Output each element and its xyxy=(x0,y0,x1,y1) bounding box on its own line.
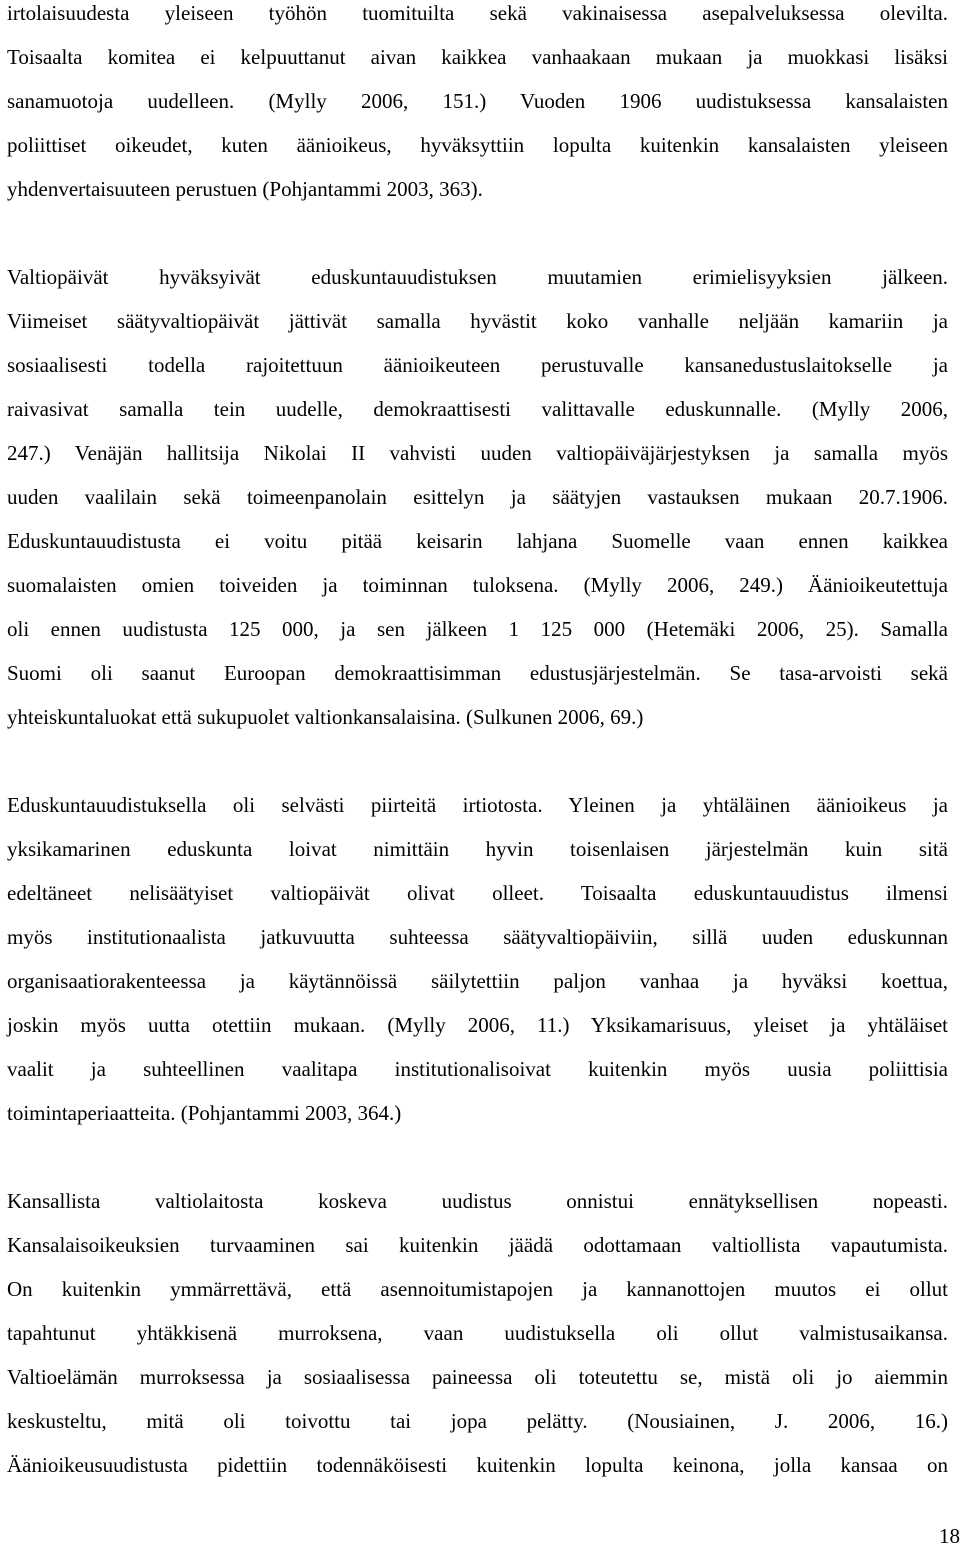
text-line: Kansallista valtiolaitosta koskeva uudistus onnistui ennätyksellisen nopeasti. xyxy=(7,1189,948,1213)
text-line: yhteiskuntaluokat että sukupuolet valtionkansalaisina. (Sulkunen 2006, 69.) xyxy=(7,705,644,729)
text-line: sosiaalisesti todella rajoitettuun äänioikeuteen perustuvalle kansanedustuslaitokselle ja xyxy=(7,353,948,377)
page-number: 18 xyxy=(939,1524,960,1548)
text-line: Valtiopäivät hyväksyivät eduskuntauudistuksen muutamien erimielisyyksien jälkeen. xyxy=(7,265,948,289)
text-line: Viimeiset säätyvaltiopäivät jättivät samalla hyvästit koko vanhalle neljään kamariin ja xyxy=(7,309,948,333)
text-line: irtolaisuudesta yleiseen työhön tuomituilta sekä vakinaisessa asepalveluksessa olevilta. xyxy=(7,1,948,25)
text-line: oli ennen uudistusta 125 000, ja sen jälkeen 1 125 000 (Hetemäki 2006, 25). Samalla xyxy=(7,617,948,641)
text-line: raivasivat samalla tein uudelle, demokraattisesti valittavalle eduskunnalle. (Mylly 2006, xyxy=(7,397,948,421)
text-line: uuden vaalilain sekä toimeenpanolain esittelyn ja säätyjen vastauksen mukaan 20.7.1906. xyxy=(7,485,948,509)
text-line: suomalaisten omien toiveiden ja toiminnan tuloksena. (Mylly 2006, 249.) Äänioikeutettuja xyxy=(7,573,948,597)
text-line: edeltäneet nelisäätyiset valtiopäivät olivat olleet. Toisaalta eduskuntauudistus ilmensi xyxy=(7,881,948,905)
text-line: Eduskuntauudistusta ei voitu pitää keisarin lahjana Suomelle vaan ennen kaikkea xyxy=(7,529,948,553)
text-line: Toisaalta komitea ei kelpuuttanut aivan kaikkea vanhaakaan mukaan ja muokkasi lisäksi xyxy=(7,45,948,69)
text-line: toimintaperiaatteita. (Pohjantammi 2003, 364.) xyxy=(7,1101,402,1125)
text-line: Suomi oli saanut Euroopan demokraattisimman edustusjärjestelmän. Se tasa-arvoisti sekä xyxy=(7,661,948,685)
text-line: On kuitenkin ymmärrettävä, että asennoitumistapojen ja kannanottojen muutos ei ollut xyxy=(7,1277,948,1301)
text-line: organisaatiorakenteessa ja käytännöissä säilytettiin paljon vanhaa ja hyväksi koettua, xyxy=(7,969,948,993)
text-line: joskin myös uutta otettiin mukaan. (Mylly 2006, 11.) Yksikamarisuus, yleiset ja yhtäläiset xyxy=(7,1013,948,1037)
text-line: 247.) Venäjän hallitsija Nikolai II vahvisti uuden valtiopäiväjärjestyksen ja samalla myös xyxy=(7,441,948,465)
text-line: Kansalaisoikeuksien turvaaminen sai kuitenkin jäädä odottamaan valtiollista vapautumista. xyxy=(7,1233,948,1257)
text-line: poliittiset oikeudet, kuten äänioikeus, hyväksyttiin lopulta kuitenkin kansalaisten yleiseen xyxy=(7,133,948,157)
text-line: myös institutionaalista jatkuvuutta suhteessa säätyvaltiopäiviin, sillä uuden eduskunnan xyxy=(7,925,948,949)
text-line: Äänioikeusuudistusta pidettiin todennäköisesti kuitenkin lopulta keinona, jolla kansaa on xyxy=(7,1453,948,1477)
text-line: tapahtunut yhtäkkisenä murroksena, vaan uudistuksella oli ollut valmistusaikansa. xyxy=(7,1321,948,1345)
text-line: vaalit ja suhteellinen vaalitapa institutionalisoivat kuitenkin myös uusia poliittisia xyxy=(7,1057,948,1081)
text-line: Valtioelämän murroksessa ja sosiaalisessa paineessa oli toteutettu se, mistä oli jo aiemmin xyxy=(7,1365,948,1389)
text-line: yksikamarinen eduskunta loivat nimittäin hyvin toisenlaisen järjestelmän kuin sitä xyxy=(7,837,948,861)
text-line: sanamuotoja uudelleen. (Mylly 2006, 151.) Vuoden 1906 uudistuksessa kansalaisten xyxy=(7,89,948,113)
text-line: yhdenvertaisuuteen perustuen (Pohjantammi 2003, 363). xyxy=(7,177,483,201)
text-line: Eduskuntauudistuksella oli selvästi piirteitä irtiotosta. Yleinen ja yhtäläinen äänioikeus ja xyxy=(7,793,948,817)
text-line: keskusteltu, mitä oli toivottu tai jopa pelätty. (Nousiainen, J. 2006, 16.) xyxy=(7,1409,948,1433)
